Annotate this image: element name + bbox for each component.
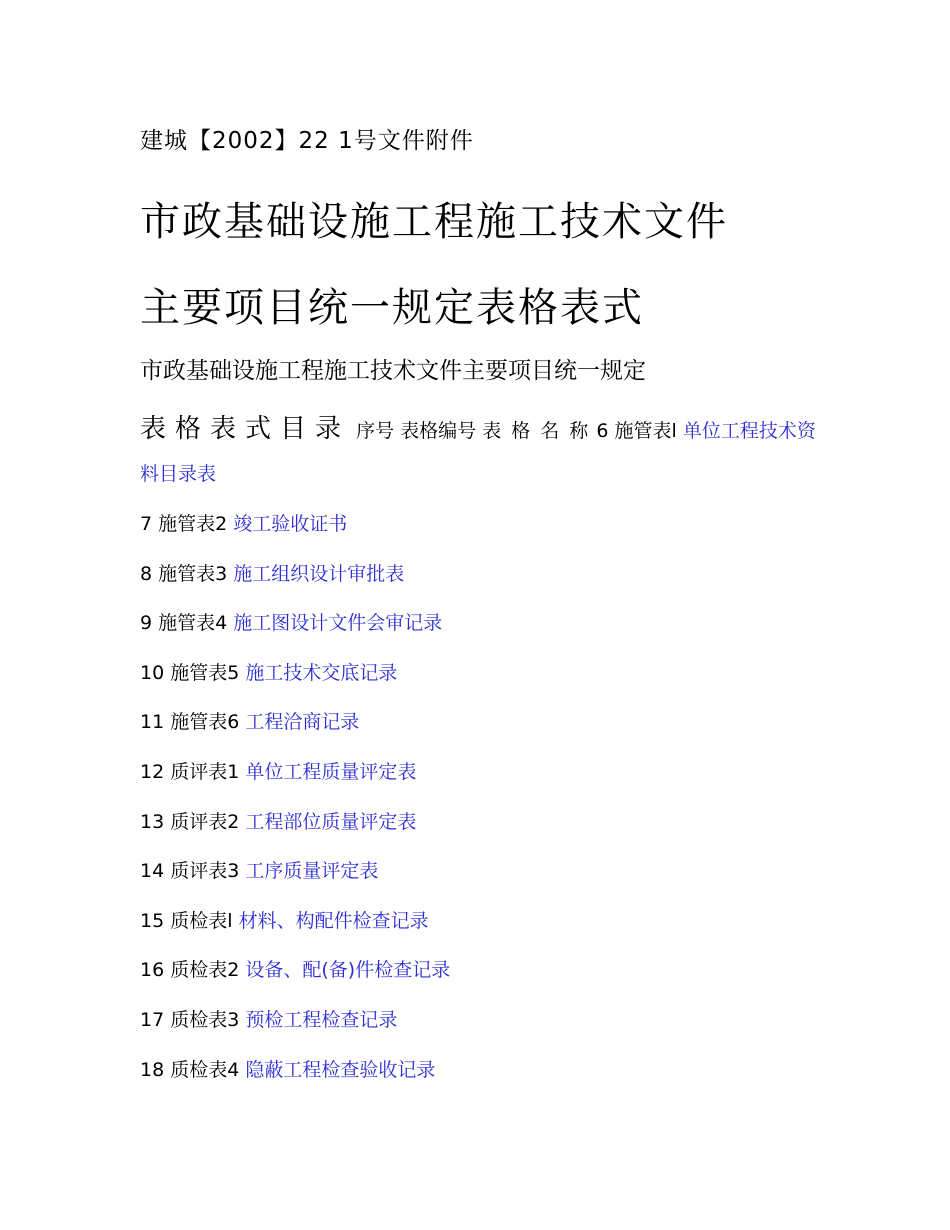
row-link[interactable]: 竣工验收证书 — [233, 513, 348, 535]
row-code: 质评表1 — [170, 761, 240, 783]
row-link[interactable]: 材料、构配件检查记录 — [238, 909, 429, 932]
row-seq: 11 — [140, 711, 165, 734]
toc-first-code: 施管表l — [614, 420, 677, 442]
list-item — [140, 559, 404, 586]
list-item — [140, 807, 416, 834]
row-seq: 14 — [140, 860, 165, 883]
list-item — [140, 856, 378, 883]
toc-label: 表格表式目录 — [140, 414, 351, 444]
row-code: 施管表6 — [170, 711, 240, 734]
title-line-2: 主要项目统一规定表格表式 — [140, 285, 644, 331]
row-seq: 16 — [140, 959, 165, 982]
list-item — [140, 608, 442, 635]
row-link[interactable]: 施工图设计文件会审记录 — [233, 612, 443, 635]
row-link[interactable]: 工序质量评定表 — [245, 860, 379, 883]
row-link[interactable]: 工程洽商记录 — [245, 711, 360, 734]
row-seq: 8 — [140, 562, 153, 585]
document-reference: 建城【2002】22 1号文件附件 — [140, 128, 474, 154]
title-line-1: 市政基础设施工程施工技术文件 — [140, 199, 728, 245]
row-link[interactable]: 施工组织设计审批表 — [233, 562, 405, 585]
row-code: 施管表2 — [158, 513, 228, 535]
row-code: 施管表4 — [158, 612, 228, 635]
row-link[interactable]: 单位工程质量评定表 — [245, 761, 417, 783]
toc-column-name: 表 格 名 称 — [482, 420, 591, 442]
row-link[interactable]: 隐蔽工程检查验收记录 — [245, 1058, 436, 1081]
row-code: 质评表2 — [170, 810, 240, 833]
row-code: 施管表5 — [170, 661, 240, 684]
row-link[interactable]: 工程部位质量评定表 — [245, 810, 417, 833]
row-code: 质检表2 — [170, 959, 240, 982]
row-link[interactable]: 施工技术交底记录 — [245, 661, 398, 684]
toc-first-link[interactable]: 单位工程技术资料目录表 — [140, 420, 816, 485]
row-link[interactable]: 预检工程检查记录 — [245, 1009, 398, 1031]
list-item — [140, 707, 359, 734]
toc-header — [140, 408, 830, 496]
row-code: 质评表3 — [170, 860, 240, 883]
row-code: 质检表l — [170, 909, 233, 932]
toc-first-seq: 6 — [596, 420, 609, 442]
row-code: 施管表3 — [158, 562, 228, 585]
subtitle: 市政基础设施工程施工技术文件主要项目统一规定 — [140, 358, 646, 384]
toc-column-seq: 序号 — [356, 420, 395, 442]
row-code: 质检表4 — [170, 1058, 240, 1081]
row-seq: 17 — [140, 1009, 165, 1031]
list-item — [140, 509, 347, 536]
row-seq: 12 — [140, 761, 165, 783]
row-seq: 10 — [140, 661, 165, 684]
list-item — [140, 955, 450, 982]
list-item — [140, 658, 397, 685]
row-seq: 7 — [140, 513, 153, 535]
list-item — [140, 757, 416, 784]
list-item — [140, 1055, 435, 1082]
toc-column-code: 表格编号 — [400, 420, 477, 442]
list-item — [140, 1005, 397, 1032]
row-link[interactable]: 设备、配(备)件检查记录 — [245, 959, 451, 982]
row-code: 质检表3 — [170, 1009, 240, 1031]
list-item — [140, 906, 429, 933]
row-seq: 15 — [140, 909, 165, 932]
row-seq: 9 — [140, 612, 153, 635]
row-seq: 13 — [140, 810, 165, 833]
row-seq: 18 — [140, 1058, 165, 1081]
